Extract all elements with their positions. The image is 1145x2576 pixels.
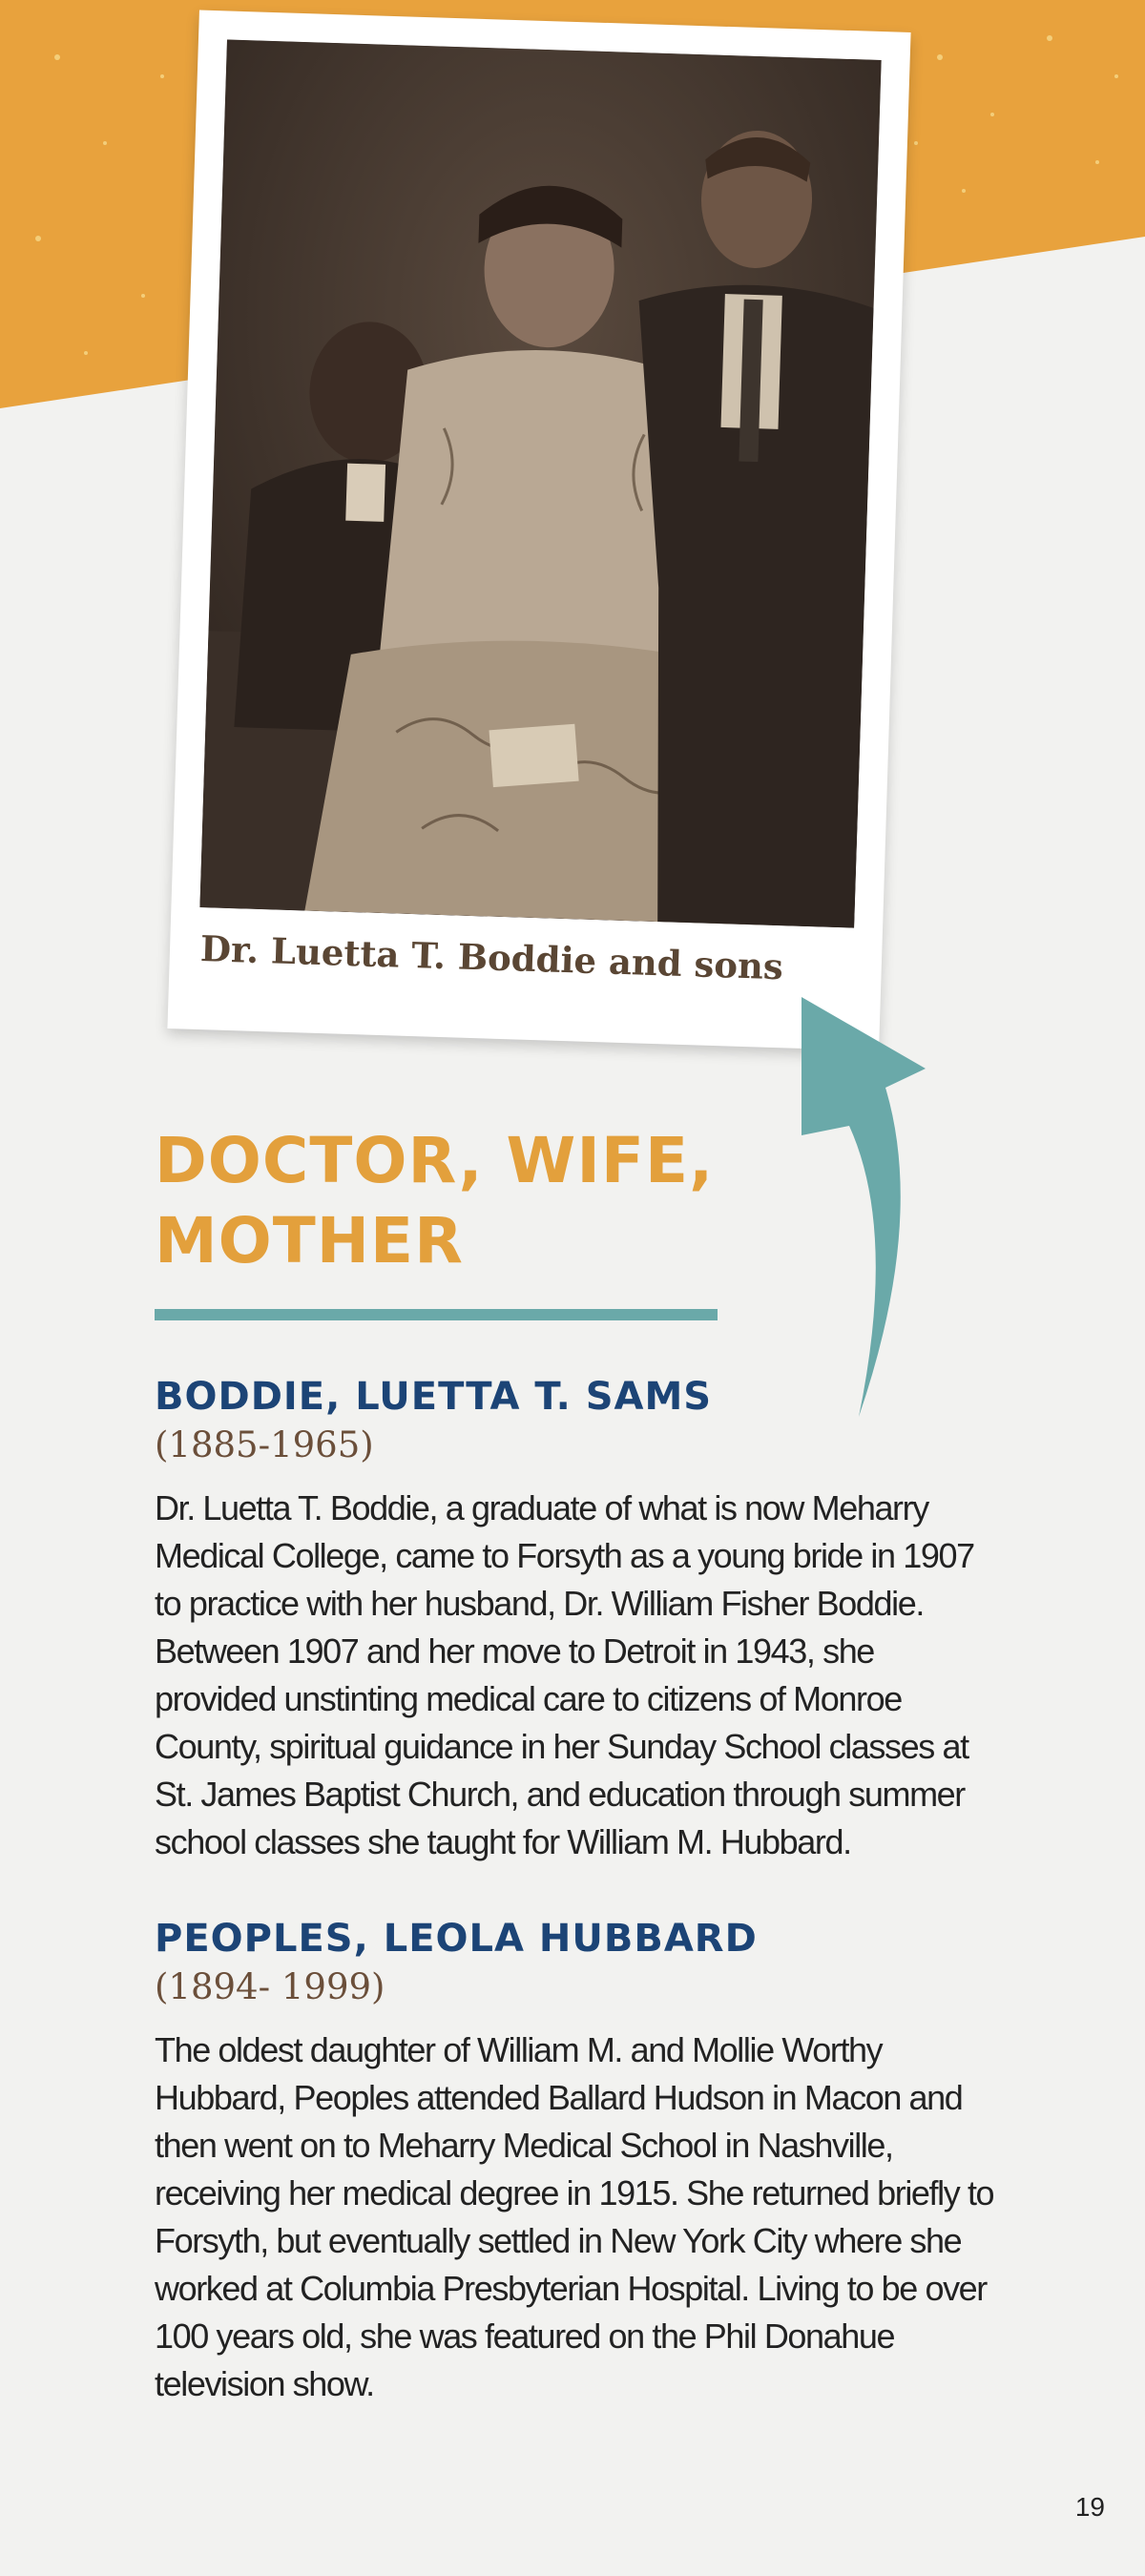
page-number: 19 — [1074, 2492, 1105, 2522]
photo-card — [167, 10, 910, 1051]
family-photo — [199, 39, 881, 927]
photo-caption: Dr. Luetta T. Boddie and sons — [199, 927, 784, 988]
bio-text: The oldest daughter of William M. and Mollie Worthy Hubbard, Peoples attended Ballard Hudson in Macon and then went on to Meharry Medical School in Nashville, receiving her medical degree in 1915. She returned briefly to Forsyth, but eventually settled in New York City where she worked at Columbia Presbyterian Hospital. Living to be over 100 years old, she was featured on the Phil Donahue television show. — [155, 2030, 994, 2403]
bio-dates: (1885-1965) — [155, 1424, 374, 1465]
bio-entry — [155, 1914, 994, 2408]
bio-entry — [155, 1372, 994, 1866]
sepia-portrait-illustration — [199, 39, 881, 927]
bio-name: BODDIE, LUETTA T. SAMS — [155, 1375, 713, 1419]
title-underline — [155, 1309, 718, 1320]
bio-name: PEOPLES, LEOLA HUBBARD — [155, 1917, 758, 1961]
bio-text: Dr. Luetta T. Boddie, a graduate of what is now Meharry Medical College, came to Forsyth as a young bride in 1907 to practice with her husband, Dr. William Fisher Boddie. Between 1907 and her move to Detroit in 1943, she provided unstinting medical care to citizens of Monroe County, spiritual guidance in her Sunday School classes at St. James Baptist Church, and education through summer school classes she taught for William M. Hubbard. — [155, 1488, 974, 1861]
bio-dates: (1894- 1999) — [155, 1966, 385, 2007]
section-title: DOCTOR, WIFE, MOTHER — [155, 1124, 715, 1278]
